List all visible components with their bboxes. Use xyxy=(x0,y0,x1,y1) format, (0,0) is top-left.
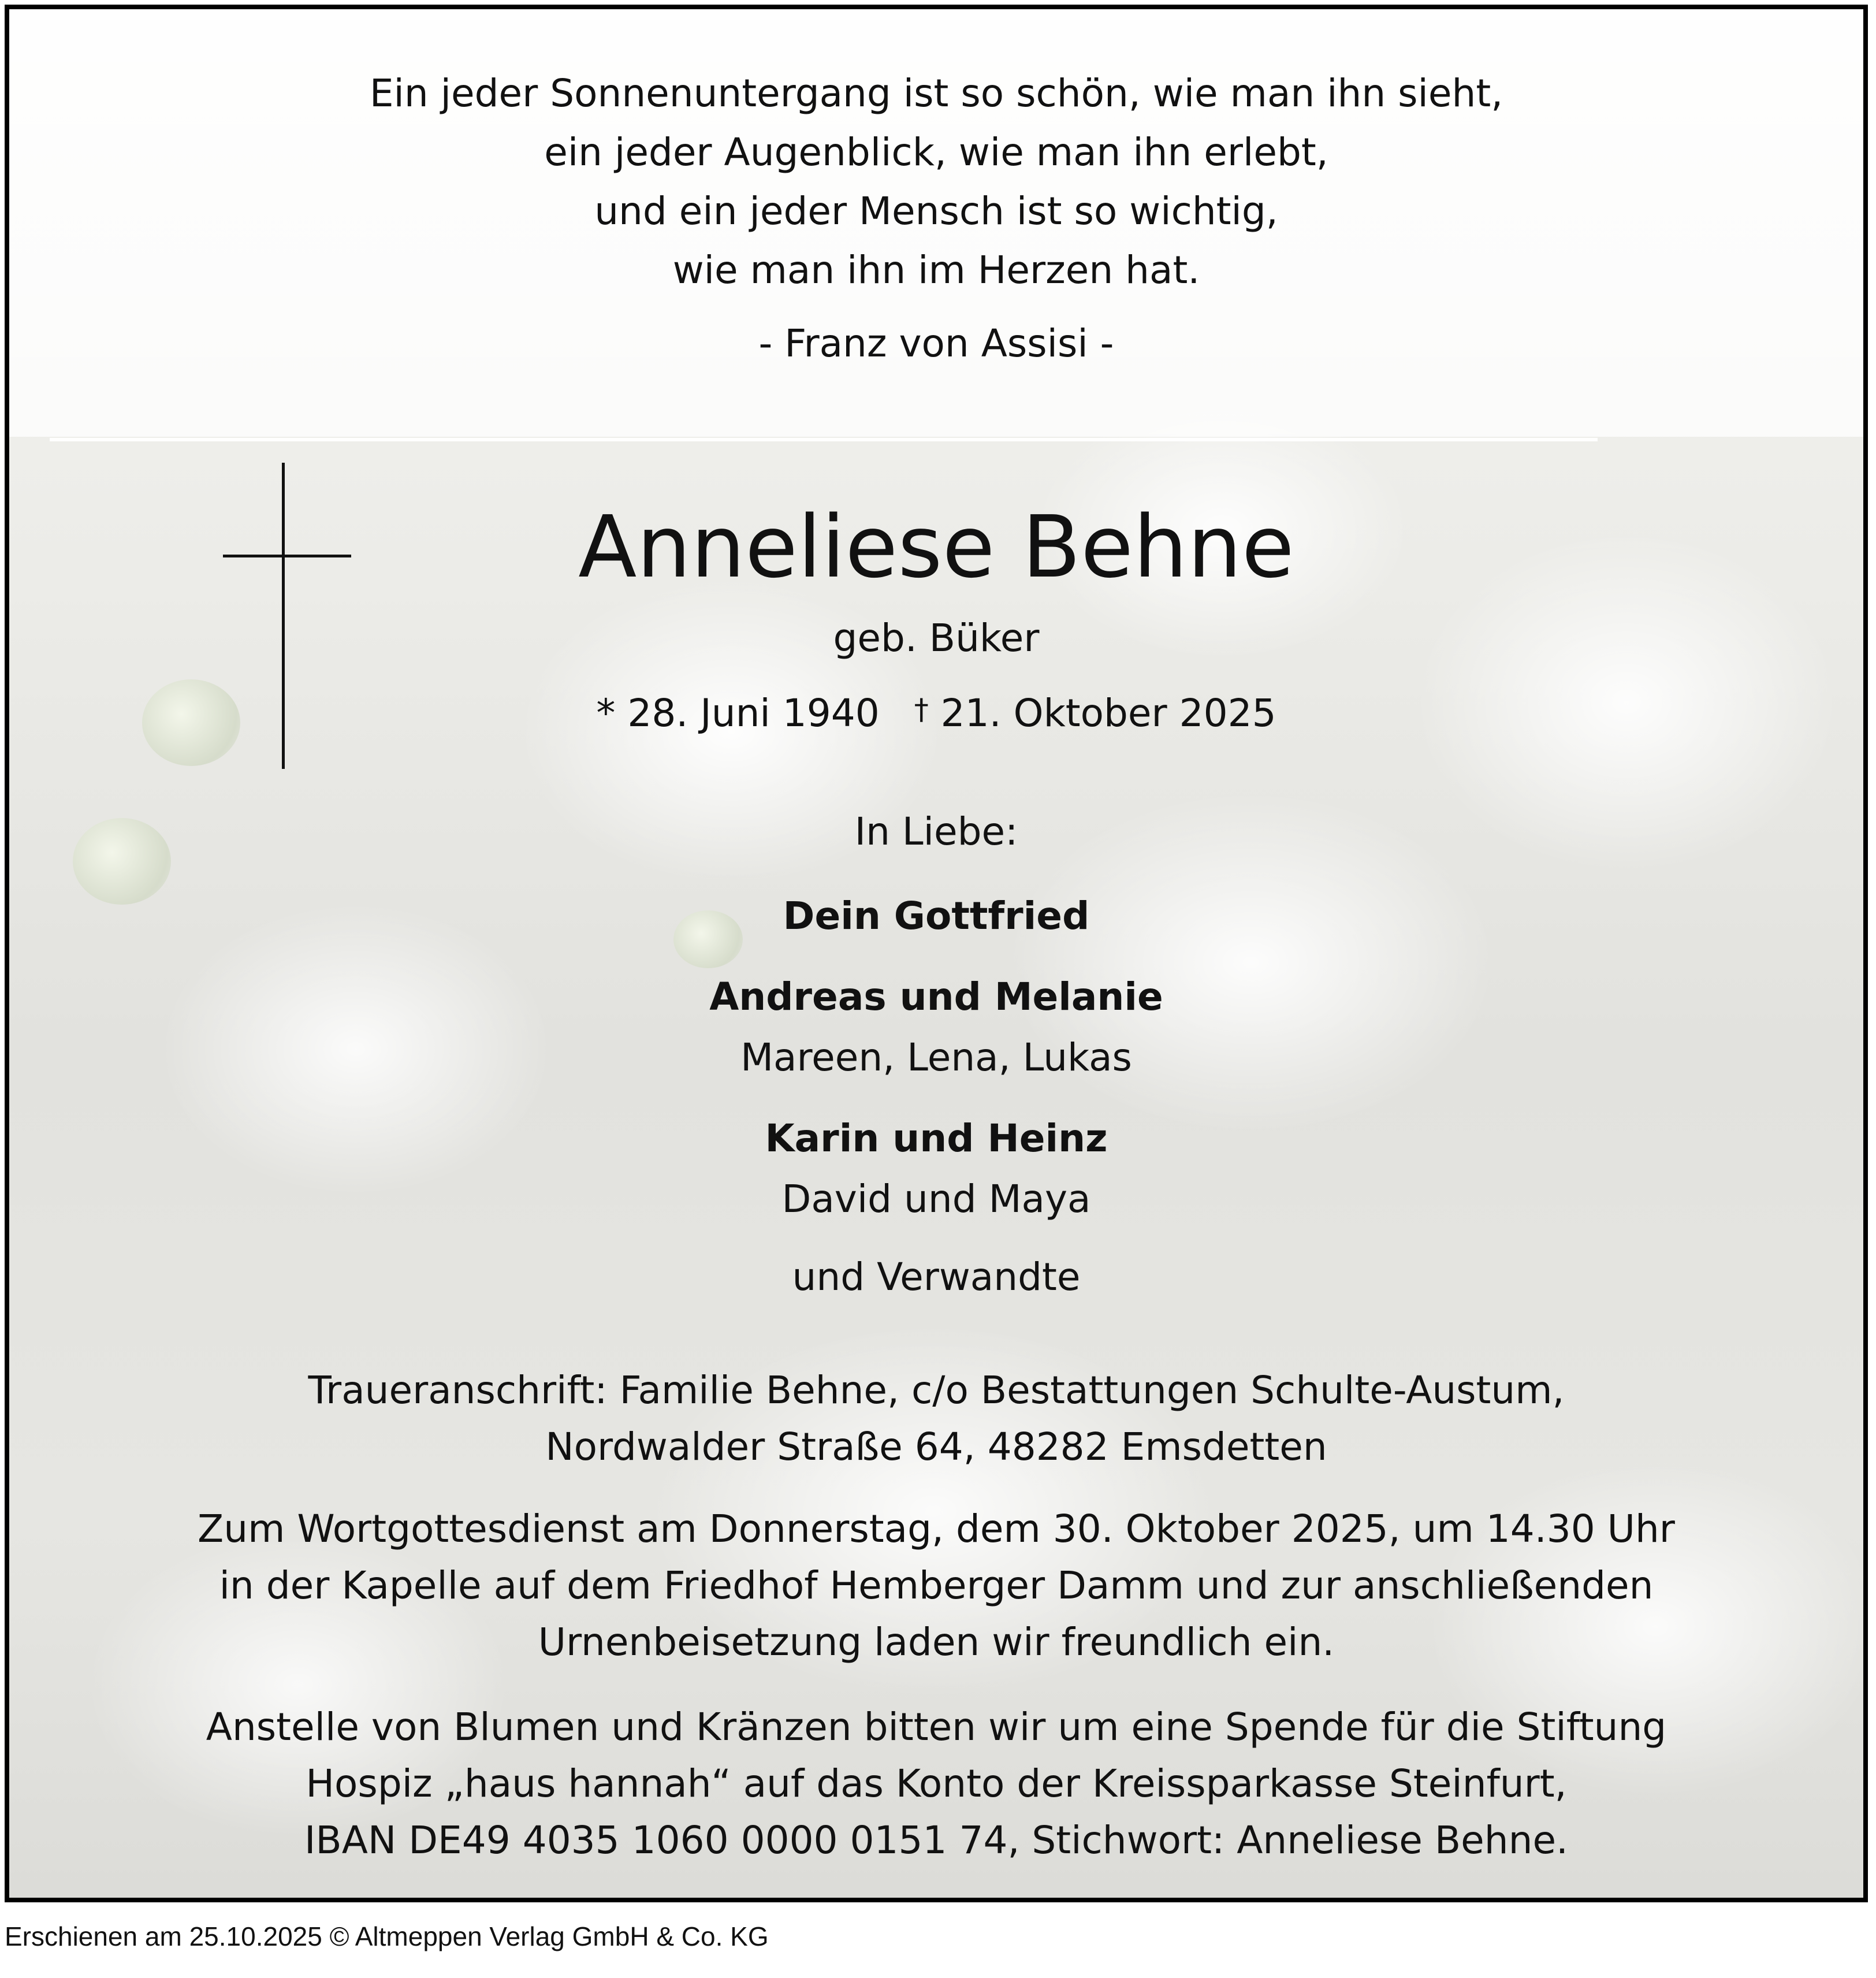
divider-line xyxy=(50,438,1598,441)
mourner-line: David und Maya xyxy=(781,1177,1091,1221)
obituary-notice xyxy=(5,5,1868,1902)
service-line: Urnenbeisetzung laden wir freundlich ein. xyxy=(538,1620,1335,1664)
birth-date: * 28. Juni 1940 xyxy=(596,691,880,735)
quote-text xyxy=(9,64,1863,300)
address-line: Traueranschrift: Familie Behne, c/o Bestattungen Schulte-Austum, xyxy=(308,1368,1565,1412)
death-date: 21. Oktober 2025 xyxy=(940,691,1276,735)
mourner-line: Mareen, Lena, Lukas xyxy=(740,1035,1132,1080)
deceased-name: Anneliese Behne xyxy=(578,497,1294,597)
mourner-line: Karin und Heinz xyxy=(765,1116,1108,1161)
quote-line: und ein jeder Mensch ist so wichtig, xyxy=(594,189,1278,233)
donation-line: Anstelle von Blumen und Kränzen bitten wir um eine Spende für die Stiftung xyxy=(206,1705,1667,1749)
donation-line: IBAN DE49 4035 1060 0000 0151 74, Stichwort: Anneliese Behne. xyxy=(304,1818,1569,1862)
donation-info xyxy=(9,1699,1863,1869)
quote-line: Ein jeder Sonnenuntergang ist so schön, wie man ihn sieht, xyxy=(369,71,1503,116)
service-line: in der Kapelle auf dem Friedhof Hemberger Damm und zur anschließenden xyxy=(219,1563,1654,1608)
mourner-line: Dein Gottfried xyxy=(783,894,1090,938)
quote-line: wie man ihn im Herzen hat. xyxy=(672,248,1200,292)
service-line: Zum Wortgottesdienst am Donnerstag, dem 30. Oktober 2025, um 14.30 Uhr xyxy=(198,1507,1675,1551)
quote-author: - Franz von Assisi - xyxy=(758,321,1114,366)
publication-footer: Erschienen am 25.10.2025 © Altmeppen Verlag GmbH & Co. KG xyxy=(5,1921,769,1951)
maiden-name: geb. Büker xyxy=(833,616,1040,660)
donation-line: Hospiz „haus hannah“ auf das Konto der Kreissparkasse Steinfurt, xyxy=(306,1761,1567,1806)
service-info xyxy=(9,1501,1863,1671)
mourning-address xyxy=(9,1362,1863,1475)
address-line: Nordwalder Straße 64, 48282 Emsdetten xyxy=(545,1425,1327,1469)
mourners-intro: In Liebe: xyxy=(854,809,1018,854)
quote-line: ein jeder Augenblick, wie man ihn erlebt, xyxy=(544,130,1328,174)
mourner-line: Andreas und Melanie xyxy=(709,975,1163,1019)
life-dates xyxy=(9,691,1863,735)
mourner-line: und Verwandte xyxy=(792,1255,1081,1299)
dagger-icon: † xyxy=(914,693,929,726)
